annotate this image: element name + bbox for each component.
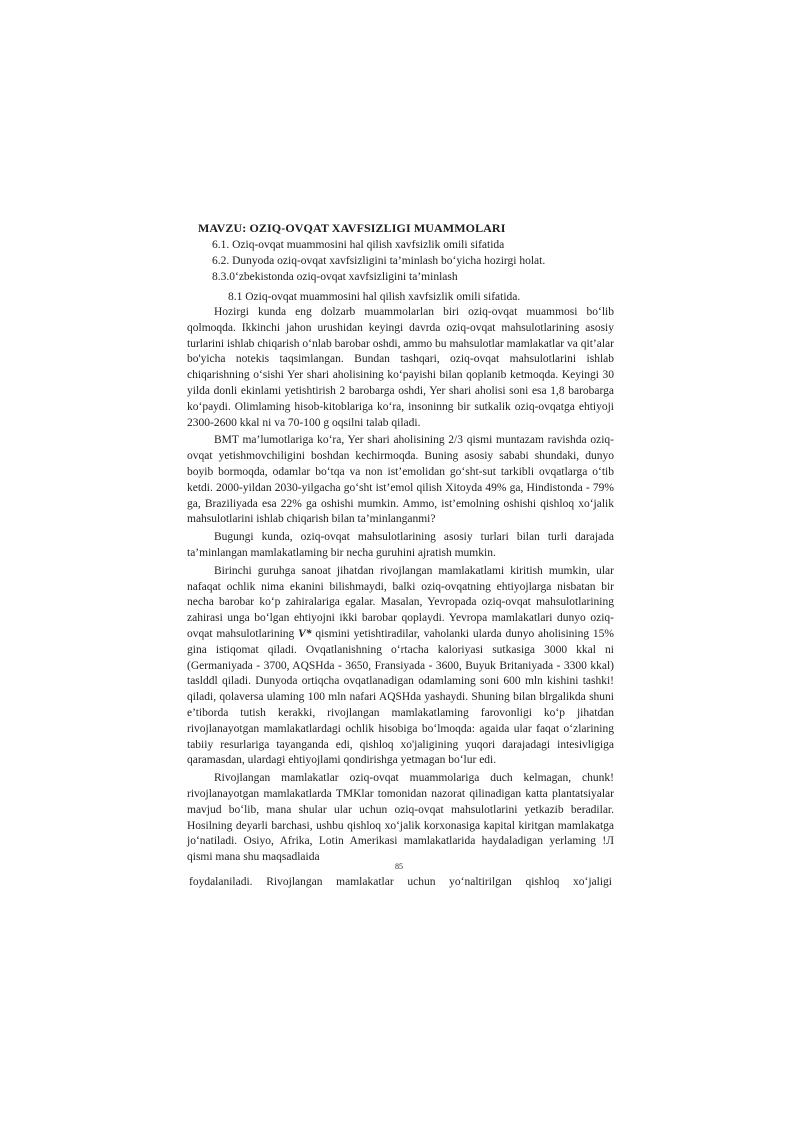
paragraph-text: qismini yetishtiradilar, vaholanki ularda dunyo aholisining 15% gina istiqomat qiladi. Ovqatlanishning o‘rtacha kaloriyasi sutkasiga 3000 kkal ni (Germaniyada - 3700, AQSHda - 3650, Fransiyada - 3600, Buyuk Britaniyada - 3300 kkal) taslddl qiladi. Dunyoda ortiqcha ovqatlanadigan odamlaming soni 600 mln kishini tashki! qiladi, qolaversa ulaming 100 mln nafari AQSHda yashaydi. Shuning bilan blrgalikda shuni e’tiborda tutish kerakki, rivojlangan mamlakatlaming farovonligi ko‘p jihatdan rivojlanayotgan mamlakatlardagi ochlik hisobiga bo‘lmoqda: agaida ular faqat o‘zlarining tabiiy resurlariga tayanganda edi, qishloq xo'jaligining yuqori darajadagi intesivligiga qaramasdan, ulardagi ehtiyojlami qondirishga yetmagan bo‘lur edi. [187,627,615,767]
page-title: MAVZU: OZIQ-OVQAT XAVFSIZLIGI MUAMMOLARI [198,221,506,235]
document-page [187,220,614,866]
body-paragraph: Hozirgi kunda eng dolzarb muammolarlan biri oziq-ovqat muammosi bo‘lib qolmoqda. Ikkinchi jahon urushidan keyingi davrda oziq-ovqat mahsulotlarining asosiy turlarini ishlab chiqarish o‘nlab barobar oshdi, ammo bu mahsulotlar mamlakatlar va qit’alar bo'yicha notekis taqsimlangan. Bundan tashqari, oziq-ovqat mahsulotlarini ishlab chiqarishning o‘sishi Yer shari aholisining ko‘payishi bilan qoplanib ketmoqda. Keyingi 30 yilda donli ekinlami yetishtirish 2 barobarga oshdi, Yer shari aholisi soni esa 1,8 barobarga ko‘paydi. Olimlaming hisob-kitoblariga ko‘ra, insoninng bir sutkalik oziq-ovqatga ehtiyoji 2300-2600 kkal ni va 70-100 g oqsilni talab qiladi. [187,306,614,429]
toc-item: 8.3.0‘zbekistonda oziq-ovqat xavfsizligini ta’minlash [212,271,458,283]
toc-item: 6.1. Oziq-ovqat muammosini hal qilish xavfsizlik omili sifatida [212,239,505,251]
body-paragraph [187,564,614,769]
section-subheading: 8.1 Oziq-ovqat muammosini hal qilish xavfsizlik omili sifatida. [228,291,521,303]
body-paragraph: Bugungi kunda, oziq-ovqat mahsulotlarining asosiy turlari bilan turli darajada ta’minlangan mamlakatlaming bir necha guruhini ajratish mumkin. [187,531,614,559]
page-number: 85 [395,862,403,871]
body-paragraph: BMT ma’lumotlariga ko‘ra, Yer shari aholisining 2/3 qismi muntazam ravishda oziq-ovqat yetishmovchiligini boshdan kechirmoqda. Buning asosiy sababi shundaki, dunyo boyib bormoqda, odamlar bo‘tqa va non ist’emolidan go‘sht-sut tarkibli ovqatlarga o‘tib ketdi. 2000-yildan 2030-yilgacha go‘sht ist’emol qilish Xitoyda 49% ga, Hindistonda - 79% ga, Braziliyada esa 22% ga oshishi mumkin. Ammo, ist’emolning oshishi qishloq xo‘jalik mahsulotlarini ishlab chiqarish bilan ta’minlanganmi? [187,434,614,526]
body-paragraph: Rivojlangan mamlakatlar oziq-ovqat muammolariga duch kelmagan, chunk! rivojlanayotgan mamlakatlarda TMKlar tomonidan nazorat qilinadigan katta plantatsiyalar mavjud bo‘lib, mana shular ular uchun oziq-ovqat mahsulotlarini yetkazib beradilar. Hosilning deyarli barchasi, ushbu qishloq xo‘jalik korxonasiga kapital kiritgan mamlakatga jo‘natiladi. Osiyo, Afrika, Lotin Amerikasi mamlakatlarida haydaladigan yerlaming !Л qismi mana shu maqsadlaida [187,772,614,864]
continuation-line: foydalaniladi. Rivojlangan mamlakatlar uchun yo‘naltirilgan qishloq xo‘jaligi [189,876,612,888]
paragraph-text: Birinchi guruhga sanoat jihatdan rivojlangan mamlakatlami kiritish mumkin, ular nafaqat ochlik nima ekanini bilishmaydi, balki oziq-ovqatning ehtiyojlarga nisbatan bir necha barobar ko‘p zahiralariga egalar. Masalan, Yevropada oziq-ovqat mahsulotlarining zahirasi unga bo‘lgan ehtiyojni ikki barobar qoplaydi. Yevropa mamlakatlari dunyo oziq-ovqat mahsulotlarining [187,564,614,640]
inline-mark: V* [298,627,312,640]
table-of-contents [187,237,614,285]
toc-item: 6.2. Dunyoda oziq-ovqat xavfsizligini ta’minlash bo‘yicha hozirgi holat. [212,255,546,267]
